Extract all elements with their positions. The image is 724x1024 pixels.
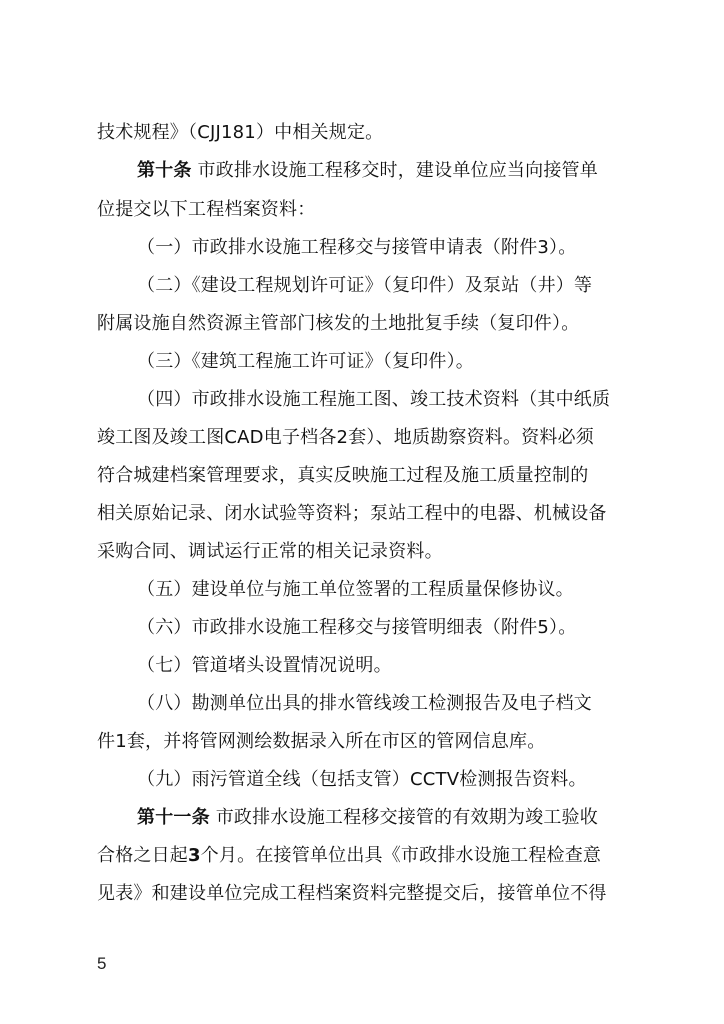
line-3-text: 位提交以下工程档案资料：: [97, 199, 316, 220]
item-4-continuation-1-text: 竣工图及竣工图CAD电子档各2套）、地质勘察资料。资料必须: [97, 427, 594, 448]
item-3-text: （三）《建筑工程施工许可证》（复印件）。: [137, 351, 474, 372]
item-4-continuation-2: [97, 464, 637, 490]
article-11-heading-line: [137, 806, 637, 832]
item-2-continuation-text: 附属设施自然资源主管部门核发的土地批复手续（复印件）。: [97, 313, 580, 334]
article-11-continuation-2-text: 见表》和建设单位完成工程档案资料完整提交后，接管单位不得: [97, 883, 607, 904]
item-2-text: （二）《建设工程规划许可证》（复印件）及泵站（井）等: [137, 275, 593, 296]
item-9-line: [137, 768, 637, 794]
item-4-line: [137, 388, 637, 414]
item-4-continuation-4: [97, 540, 637, 566]
item-6-line: [137, 616, 637, 642]
item-2-line: [137, 274, 637, 300]
item-8-continuation-text: 件1套，并将管网测绘数据录入所在市区的管网信息库。: [97, 731, 546, 752]
item-8-text: （八）勘测单位出具的排水管线竣工检测报告及电子档文: [137, 693, 592, 714]
item-4-continuation-4-text: 采购合同、调试运行正常的相关记录资料。: [97, 541, 443, 562]
item-8-continuation: [97, 730, 637, 756]
item-1-text: （一）市政排水设施工程移交与接管申请表（附件3）。: [137, 237, 577, 258]
item-9-text: （九）雨污管道全线（包括支管）CCTV检测报告资料。: [137, 769, 587, 790]
article-10-label: 第十条: [137, 160, 192, 181]
article-11-continuation-1-suffix: 个月。在接管单位出具《市政排水设施工程检查意: [200, 845, 602, 866]
page-number: 5: [97, 954, 107, 973]
article-11-continuation-1: [97, 844, 637, 870]
article-11-continuation-1-prefix: 合格之日起: [97, 845, 188, 866]
item-7-text: （七）管道堵头设置情况说明。: [137, 655, 392, 676]
article-11-label: 第十一条: [137, 807, 210, 828]
item-3-line: [137, 350, 637, 376]
item-4-continuation-3: [97, 502, 637, 528]
item-4-continuation-2-text: 符合城建档案管理要求，真实反映施工过程及施工质量控制的: [97, 465, 589, 486]
article-10-heading-line: [137, 159, 637, 185]
text-line-3: [97, 198, 637, 224]
item-2-continuation: [97, 312, 637, 338]
article-10-text: 市政排水设施工程移交时，建设单位应当向接管单: [191, 160, 598, 181]
item-4-continuation-1: [97, 426, 637, 452]
item-6-text: （六）市政排水设施工程移交与接管明细表（附件5）。: [137, 617, 577, 638]
item-5-line: [137, 578, 637, 604]
text-line-1: [97, 121, 637, 147]
item-8-line: [137, 692, 637, 718]
article-11-text: 市政排水设施工程移交接管的有效期为竣工验收: [209, 807, 598, 828]
article-11-continuation-2: [97, 882, 637, 908]
item-5-text: （五）建设单位与施工单位签署的工程质量保修协议。: [137, 579, 574, 600]
item-7-line: [137, 654, 637, 680]
article-11-months-number: 3: [188, 845, 201, 866]
item-1-line: [137, 236, 637, 262]
item-4-continuation-3-text: 相关原始记录、闭水试验等资料；泵站工程中的电器、机械设备: [97, 503, 607, 524]
line-1-text: 技术规程》（CJJ181）中相关规定。: [97, 122, 384, 143]
item-4-text: （四）市政排水设施工程施工图、竣工技术资料（其中纸质: [137, 389, 611, 410]
